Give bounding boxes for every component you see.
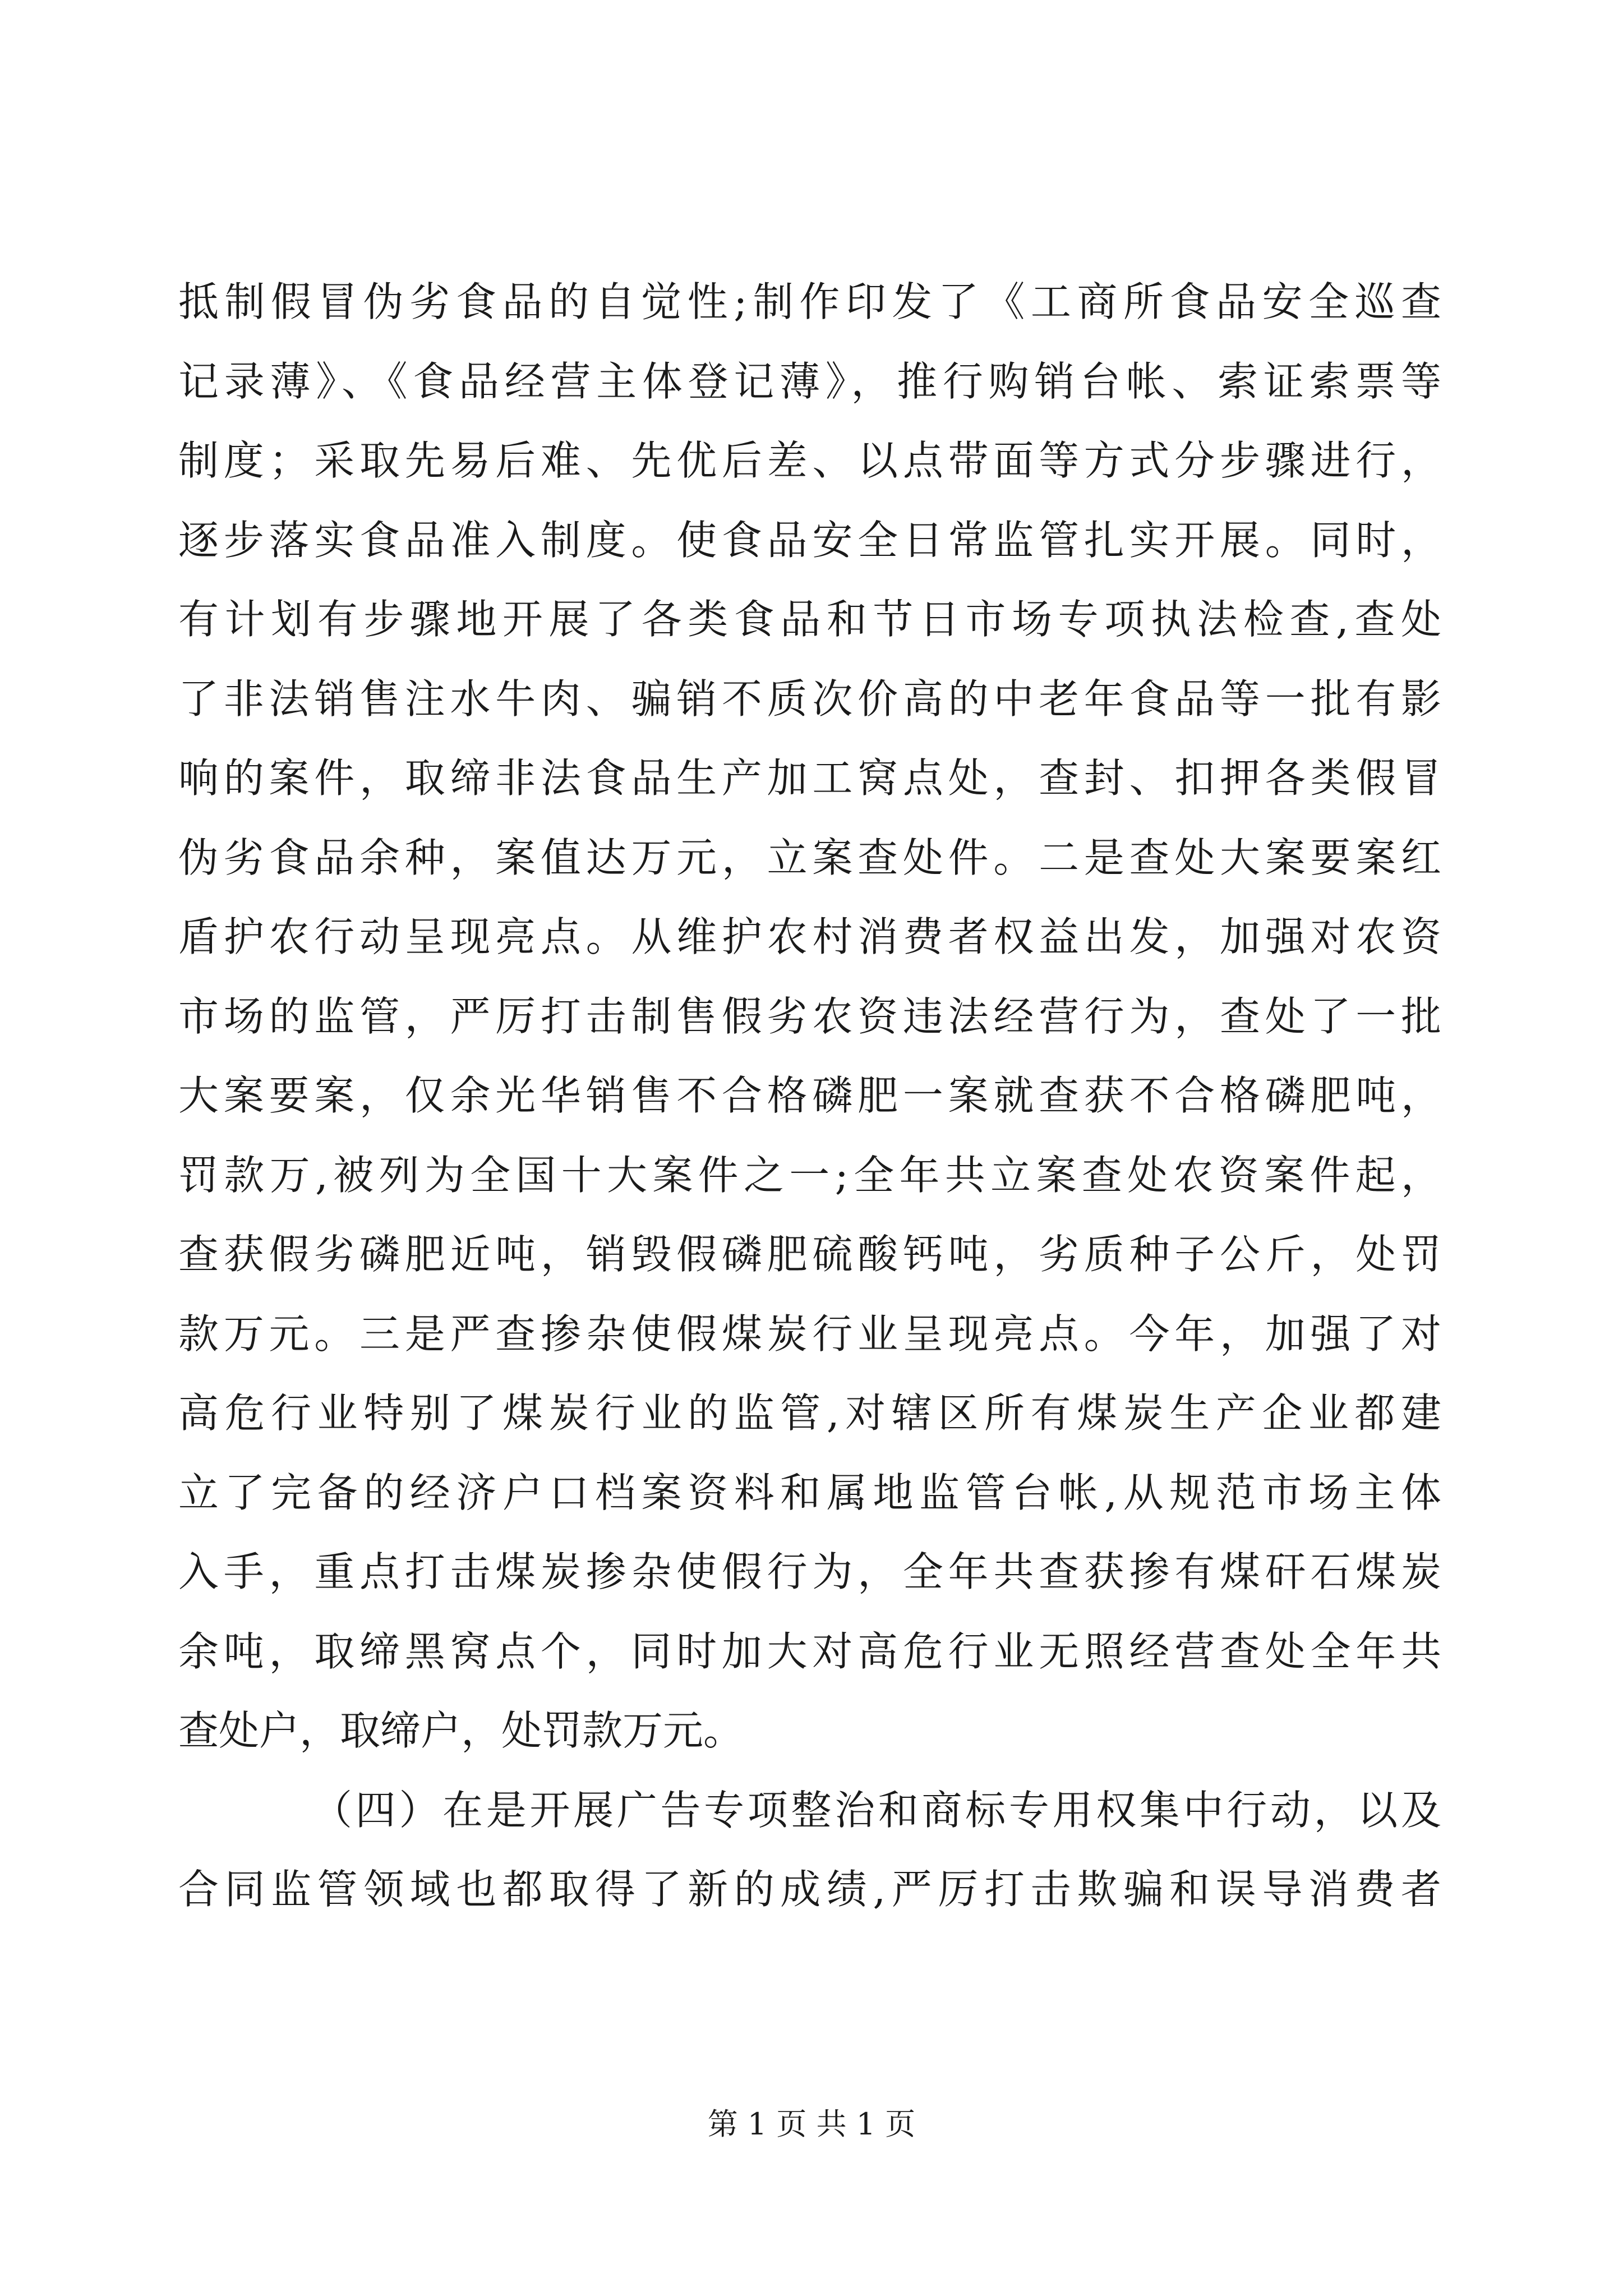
paragraph-section-four — [178, 1771, 1441, 1930]
text-line: 制度；采取先易后难、先优后差、以点带面等方式分步骤进行， — [178, 437, 1441, 484]
text-line: 款万元。三是严查掺杂使假煤炭行业呈现亮点。今年，加强了对 — [178, 1310, 1441, 1358]
text-line: 查获假劣磷肥近吨，销毁假磷肥硫酸钙吨，劣质种子公斤，处罚 — [178, 1231, 1441, 1278]
paragraph-continued — [178, 263, 1441, 1771]
text-line: 有计划有步骤地开展了各类食品和节日市场专项执法检查,查处 — [178, 596, 1441, 643]
text-line: 罚款万,被列为全国十大案件之一;全年共立案查处农资案件起， — [178, 1151, 1441, 1199]
text-line: 盾护农行动呈现亮点。从维护农村消费者权益出发，加强对农资 — [178, 913, 1441, 960]
text-line: （四）在是开展广告专项整治和商标专用权集中行动，以及 — [312, 1786, 1441, 1834]
text-line: 大案要案，仅余光华销售不合格磷肥一案就查获不合格磷肥吨， — [178, 1072, 1441, 1119]
text-line: 记录薄》、《食品经营主体登记薄》，推行购销台帐、索证索票等 — [178, 357, 1441, 405]
text-line: 伪劣食品余种，案值达万元，立案查处件。二是查处大案要案红 — [178, 834, 1441, 881]
text-line: 余吨，取缔黑窝点个，同时加大对高危行业无照经营查处全年共 — [178, 1627, 1441, 1675]
text-line: 逐步落实食品准入制度。使食品安全日常监管扎实开展。同时， — [178, 516, 1441, 564]
text-line: 响的案件，取缔非法食品生产加工窝点处，查封、扣押各类假冒 — [178, 754, 1441, 802]
document-body — [178, 263, 1441, 1930]
text-line: 高危行业特别了煤炭行业的监管,对辖区所有煤炭生产企业都建 — [178, 1389, 1441, 1437]
page-footer — [0, 2105, 1623, 2144]
text-line: 查处户，取缔户，处罚款万元。 — [178, 1707, 744, 1754]
page-number-label: 第 1 页 共 1 页 — [707, 2106, 916, 2142]
text-line: 立了完备的经济户口档案资料和属地监管台帐,从规范市场主体 — [178, 1469, 1441, 1516]
text-line: 合同监管领域也都取得了新的成绩,严厉打击欺骗和误导消费者 — [178, 1866, 1441, 1913]
text-line: 了非法销售注水牛肉、骗销不质次价高的中老年食品等一批有影 — [178, 675, 1441, 723]
text-line: 抵制假冒伪劣食品的自觉性;制作印发了《工商所食品安全巡查 — [178, 278, 1441, 325]
text-line: 入手，重点打击煤炭掺杂使假行为，全年共查获掺有煤矸石煤炭 — [178, 1548, 1441, 1595]
text-line: 市场的监管，严厉打击制售假劣农资违法经营行为，查处了一批 — [178, 992, 1441, 1040]
